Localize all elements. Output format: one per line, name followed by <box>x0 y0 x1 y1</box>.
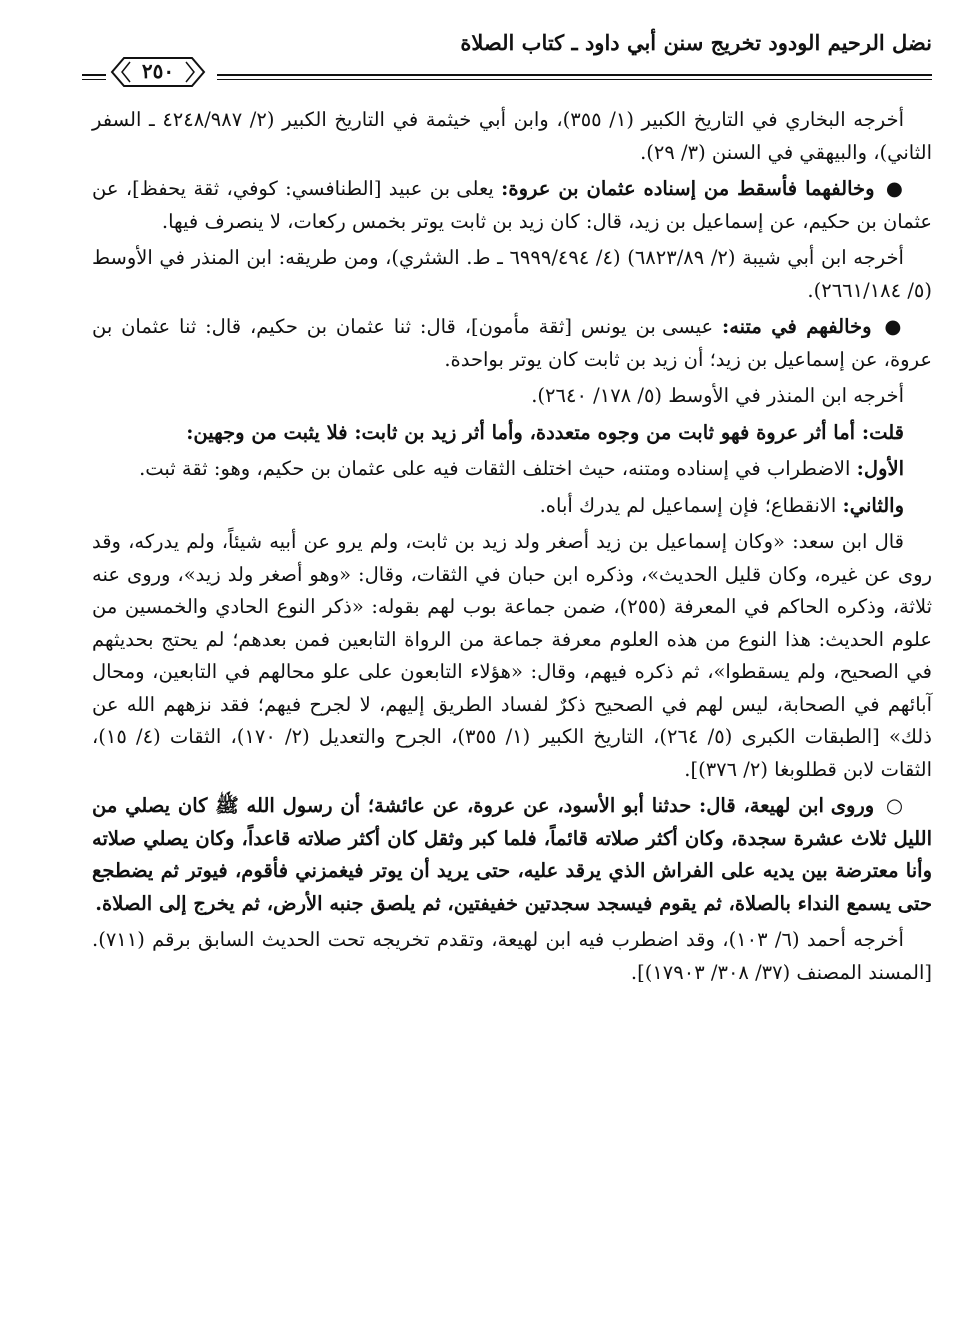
paragraph-lead: قلت: أما أثر عروة فهو ثابت من وجوه متعددة، وأما أثر زيد بن ثابت: فلا يثبت من وجهين: <box>186 420 904 444</box>
paragraph-lead: الأول: <box>856 457 904 480</box>
paragraph <box>92 173 932 238</box>
bullet-icon: ● <box>884 315 905 338</box>
paragraph <box>92 417 932 450</box>
header-rule-top <box>217 74 932 76</box>
paragraph-text: الانقطاع؛ فإن إسماعيل لم يدرك أباه. <box>539 493 837 517</box>
paragraph <box>92 453 932 486</box>
header-rule-bottom <box>217 79 932 80</box>
paragraph <box>92 311 932 376</box>
paragraph-text: عيسى بن يونس [ثقة مأمون]، قال: ثنا عثمان بن حكيم، قال: ثنا عثمان بن عروة، عن إسماعيل بن زيد؛ أن زيد بن ثابت كان يوتر بواحدة. <box>92 315 932 371</box>
paragraph <box>92 104 932 169</box>
body-text <box>92 104 932 1329</box>
header-rule-left <box>82 74 106 76</box>
paragraph <box>92 924 932 989</box>
paragraph-lead: وخالفهم في متنه: <box>722 315 872 338</box>
paragraph-text: وروى ابن لهيعة، قال: حدثنا أبو الأسود، عن عروة، عن عائشة؛ أن رسول الله ﷺ كان يصلي من الليل ثلاث عشرة سجدة، وكان أكثر صلاته قائماً، فلما كبر وثقل كان أكثر صلاته قاعداً، وكان يصلي صلاته وأنا معترضة بين يديه على الفراش الذي يرقد عليه، حتى يريد أن يوتر فيغمزني فأقوم، فيوتر ثم يضطجع حتى يسمع النداء بالصلاة، ثم يقوم فيسجد سجدتين خفيفتين، ثم يلصق جنبه الأرض، ثم يخرج إلى الصلاة. <box>92 794 932 915</box>
paragraph-text: الاضطراب في إسناده ومتنه، حيث اختلف الثقات فيه على عثمان بن حكيم، وهو: ثقة ثبت. <box>139 457 851 480</box>
paragraph-lead: والثاني: <box>842 493 904 517</box>
paragraph <box>92 526 932 786</box>
paragraph-text: أخرجه أحمد (٦/ ١٠٣)، وقد اضطرب فيه ابن لهيعة، وتقدم تخريجه تحت الحديث السابق برقم (٧١١). [المسند المصنف (٣٧/ ٣٠٨/ ١٧٩٠٣)]. <box>92 928 932 984</box>
paragraph-text: أخرجه البخاري في التاريخ الكبير (١/ ٣٥٥)، وابن أبي خيثمة في التاريخ الكبير (٢/ ٤٢٤٨/٩٨٧ ـ السفر الثاني)، والبيهقي في السنن (٣/ ٢٩). <box>92 108 932 164</box>
paragraph <box>92 790 932 920</box>
page-number-badge <box>110 56 206 88</box>
paragraph-text: أخرجه ابن المنذر في الأوسط (٥/ ١٧٨/ ٢٦٤٠). <box>531 384 904 407</box>
paragraph-text: أخرجه ابن أبي شيبة (٢/ ٦٨٢٣/٨٩) (٤/ ٦٩٩٩/٤٩٤ ـ ط. الشثري)، ومن طريقه: ابن المنذر في الأوسط (٥/ ٢٦٦١/١٨٤). <box>92 246 932 302</box>
bullet-icon: ○ <box>886 794 905 817</box>
paragraph <box>92 242 932 307</box>
paragraph-lead: وخالفهما فأسقط من إسناده عثمان بن عروة: <box>501 177 875 200</box>
paragraph-text: يعلى بن عبيد [الطنافسي: كوفي، ثقة يحفظ]، عن عثمان بن حكيم، عن إسماعيل بن زيد، قال: كان زيد بن ثابت يوتر بخمس ركعات، لا ينصرف فيها. <box>92 177 932 233</box>
running-title: نضل الرحيم الودود تخريج سنن أبي داود ـ كتاب الصلاة <box>460 30 932 55</box>
paragraph <box>92 380 932 413</box>
page-number: ٢٥٠ <box>141 59 175 83</box>
page-header <box>92 22 932 102</box>
bullet-icon: ● <box>885 177 905 200</box>
header-rule-left-thin <box>82 79 106 80</box>
paragraph-text: قال ابن سعد: «وكان إسماعيل بن زيد أصغر ولد زيد بن ثابت، ولم يرو عن أبيه شيئاً، ولم يدركه، وقد روى عن غيره، وكان قليل الحديث»، وذكره ابن حبان في الثقات، وقال: «وهو أصغر ولد زيد»، وروى عنه ثلاثة، وذكره الحاكم في المعرفة (٢٥٥)، ضمن جماعة بوب لهم بقوله: «ذكر النوع الحادي والخمسين من علوم الحديث: هذا النوع من هذه العلوم معرفة جماعة من الرواة التابعين فمن بعدهم؛ لم يحتج بحديثهم في الصحيح، ولم يسقطوا»، ثم ذكره فيهم، وقال: «هؤلاء التابعون على علو محالهم في التابعين، ومحال آبائهم في الصحابة، ليس لهم في الصحيح ذكرٌ لفساد الطريق إليهم، لا لجرح فيهم؛ فقد نزههم الله عن ذلك» [الطبقات الكبرى (٥/ ٢٦٤)، التاريخ الكبير (١/ ٣٥٥)، الجرح والتعديل (٢/ ١٧٠)، الثقات (٤/ ١٥)، الثقات لابن قطلوبغا (٢/ ٣٧٦)]. <box>92 530 933 781</box>
paragraph <box>92 490 932 523</box>
